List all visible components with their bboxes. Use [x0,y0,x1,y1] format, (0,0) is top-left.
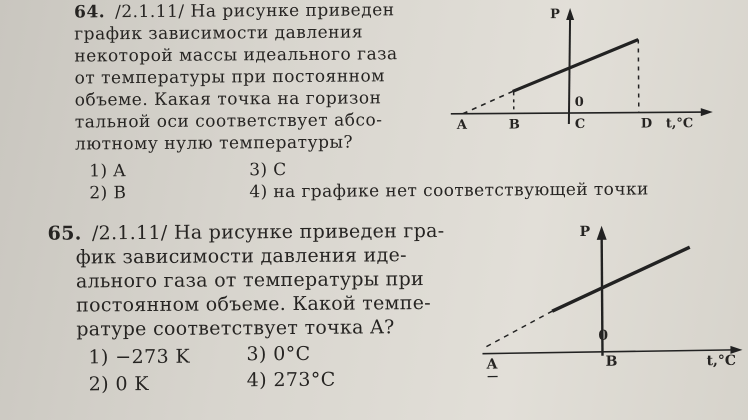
question-65-line-2: фик зависимости давления иде- [75,244,407,269]
question-64-number: 64. [74,2,106,23]
question-64-line-2: график зависимости давления [74,22,364,45]
q65-point-b: B [605,353,618,370]
question-65-line-5: ратуре соответствует точка A? [76,316,395,341]
question-65-number: 65. [47,222,82,245]
q65-point-a: A [486,356,498,373]
question-65-line-4: постоянном объеме. Какой темпе- [76,291,431,317]
q65-p-label: P [579,223,591,240]
q65-answer-4: 4) 273°C [246,368,336,392]
question-64-text: /2.1.11/ На рисунке приведен [115,0,395,23]
q64-point-c: C [574,116,586,132]
q65-answer-3: 3) 0°C [246,342,311,366]
question-64-line-6: тальной оси соответствует абсо- [74,110,383,133]
q65-t-label: t,°C [706,352,737,370]
question-65 [48,219,446,342]
question-64-line-3: некоторой массы идеального газа [74,44,398,67]
q64-point-d: D [640,116,653,132]
q64-point-a: A [456,117,468,133]
question-64 [74,0,398,155]
q64-answer-1: 1) A [89,161,127,182]
q64-point-b: B [508,117,520,133]
question-64-line-1 [74,0,397,23]
q64-graph [420,0,731,157]
q65-answer-1: 1) −273 K [88,345,191,369]
question-64-line-4: от температуры при постоянном [74,66,386,89]
q64-pressure-line [512,40,638,92]
q65-graph [472,215,748,417]
q64-zero-label: 0 [574,94,584,110]
q64-p-label: P [550,7,560,23]
question-65-line-3: ального газа от температуры при [75,268,425,293]
q65-dashed-extrapolation [486,311,552,346]
question-64-line-5: объеме. Какая точка на горизон [74,88,382,111]
q64-answer-4: 4) на графике нет соответствующей точки [249,179,649,203]
question-64-line-7: лютному нулю температуры? [74,132,354,155]
q64-answer-2: 2) B [89,183,127,204]
q64-dashed-extrapolation [463,91,513,113]
q65-p-axis-arrow [597,226,607,240]
q65-zero-label: 0 [598,327,609,344]
q64-dashed-drop-d [638,40,639,113]
q64-t-label: t,°C [665,116,694,132]
q64-answer-3: 3) C [249,160,287,181]
q64-t-axis [451,112,707,114]
q65-pressure-line [552,247,690,311]
question-65-text: /2.1.11/ На рисунке приведен гра- [91,219,445,245]
q64-p-axis-arrow [566,8,574,20]
q65-answer-2: 2) 0 K [88,372,150,396]
q64-t-axis-arrow [701,108,713,116]
question-65-line-1 [48,219,445,246]
